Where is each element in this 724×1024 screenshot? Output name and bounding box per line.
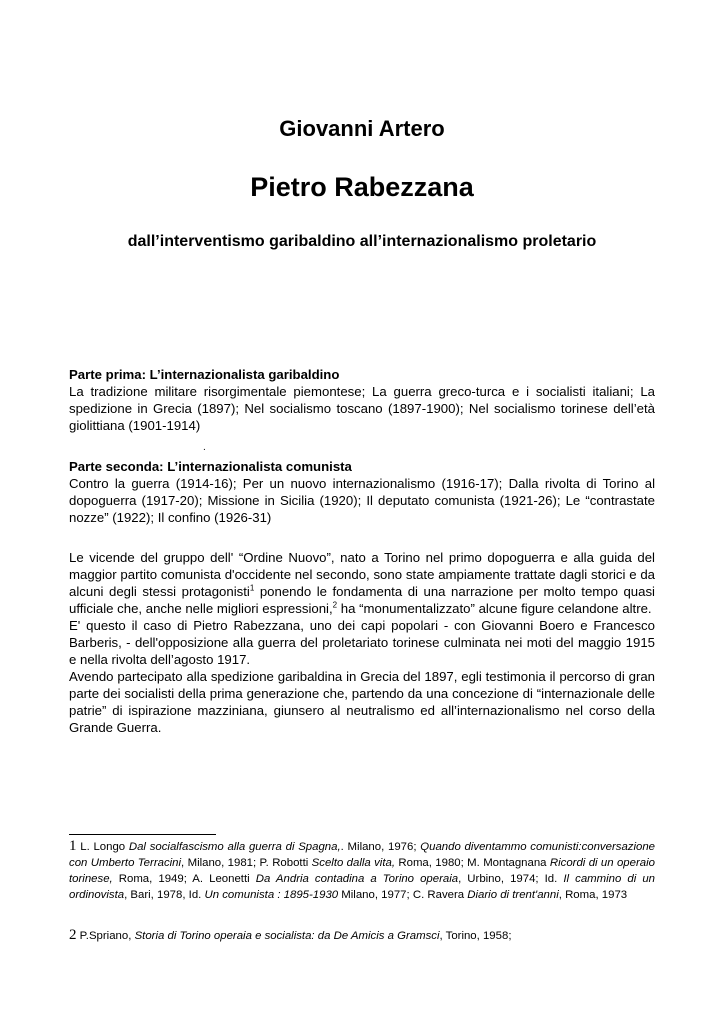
body-paragraph-3: Avendo partecipato alla spedizione garibaldina in Grecia del 1897, egli testimonia il percorso di gran parte dei socialisti della prima generazione che, partendo da una concezione di “internazionale delle patrie” di ispirazione mazziniana, giunsero al neutralismo ed all’internazionalismo nel corso della Grande Guerra. [69,669,655,735]
body-paragraph-1-part-c: ha “monumentalizzato” alcune figure celandone altre. [337,601,652,616]
footnote-ref-1[interactable]: 1 [249,583,255,593]
footnote-1-work-title: Un comunista : 1895-1930 [204,889,339,901]
footnote-1-text: Roma, 1980; M. Montagnana [395,857,550,869]
document-title: Pietro Rabezzana [250,172,474,202]
separator-dot: . [203,442,206,453]
footnote-1-work-title: Quando diventammo comunisti:conversazione con Umberto Terracini [69,841,656,869]
footnote-ref-2[interactable]: 2 [332,600,338,610]
body-paragraph-1-part-a: Le vicende del gruppo dell' “Ordine Nuovo”, nato a Torino nel primo dopoguerra e alla guida del maggior partito comunista d'occidente nel secondo, sono state ampiamente trattate dagli storici e da alcuni degli stessi protagonisti [69,550,655,599]
author-name: Giovanni Artero [279,116,445,141]
footnote-2 [69,927,655,944]
footnote-2-number: 2 [69,927,77,943]
footnote-1-text: , Roma, 1973 [558,889,628,901]
footnote-1 [69,838,655,903]
part-two-contents: Contro la guerra (1914-16); Per un nuovo internazionalismo (1916-17); Dalla rivolta di Torino al dopoguerra (1917-20); Missione in Sicilia (1920); Il deputato comunista (1921-26); Le “contrastate nozze” (1922); Il confino (1926-31) [69,476,655,525]
footnote-1-text: . Milano, 1976; [340,841,421,853]
footnote-1-text: , Urbino, 1974; Id. [458,873,564,885]
footnote-1-text: , Milano, 1981; P. Robotti [181,857,312,869]
part-one-section [69,366,655,434]
body-paragraph-2: E' questo il caso di Pietro Rabezzana, uno dei capi popolari - con Giovanni Boero e Francesco Barberis, - dell'opposizione alla guerra del proletariato torinese culminata nei moti del maggio 1915 e nella rivolta dell’agosto 1917. [69,618,655,667]
document-subtitle: dall’interventismo garibaldino all’internazionalismo proletario [127,233,597,250]
body-text [69,549,655,736]
footnote-1-work-title: Il cammino di un ordinovista [69,873,655,901]
footnote-1-work-title: Scelto dalla vita, [311,857,396,869]
footnote-1-work-title: Dal socialfascismo alla guerra di Spagna, [128,841,341,853]
footnote-1-text: Roma, 1949; A. Leonetti [112,873,256,885]
body-paragraph-1 [69,549,655,617]
part-one-contents: La tradizione militare risorgimentale piemontese; La guerra greco-turca e i socialisti italiani; La spedizione in Grecia (1897); Nel socialismo toscano (1897-1900); Nel socialismo torinese dell’età giolittiana (1901-1914) [69,384,655,433]
footnote-2-text: P.Spriano, [76,930,135,942]
footnote-separator [69,834,216,835]
footnote-2-text: , Torino, 1958; [439,930,512,942]
footnote-1-text: Milano, 1977; C. Ravera [338,889,468,901]
footnote-1-work-title: Diario di trent'anni [467,889,559,901]
footnote-2-work-title: Storia di Torino operaia e socialista: da De Amicis a Gramsci [134,930,440,942]
footnote-1-text: , Bari, 1978, Id. [124,889,205,901]
part-two-heading: Parte seconda: L’internazionalista comunista [69,459,352,474]
part-two-section [69,458,655,526]
body-paragraph-1-part-b: ponendo le fondamenta di una narrazione per molto tempo quasi ufficiale che, anche nelle migliori espressioni, [69,584,655,616]
footnote-1-number: 1 [69,838,77,854]
footnote-1-work-title: Ricordi di un operaio torinese, [69,857,655,885]
part-one-heading: Parte prima: L’internazionalista garibaldino [69,367,340,382]
footnote-1-text: L. Longo [76,841,129,853]
footnote-1-work-title: Da Andria contadina a Torino operaia [255,873,459,885]
